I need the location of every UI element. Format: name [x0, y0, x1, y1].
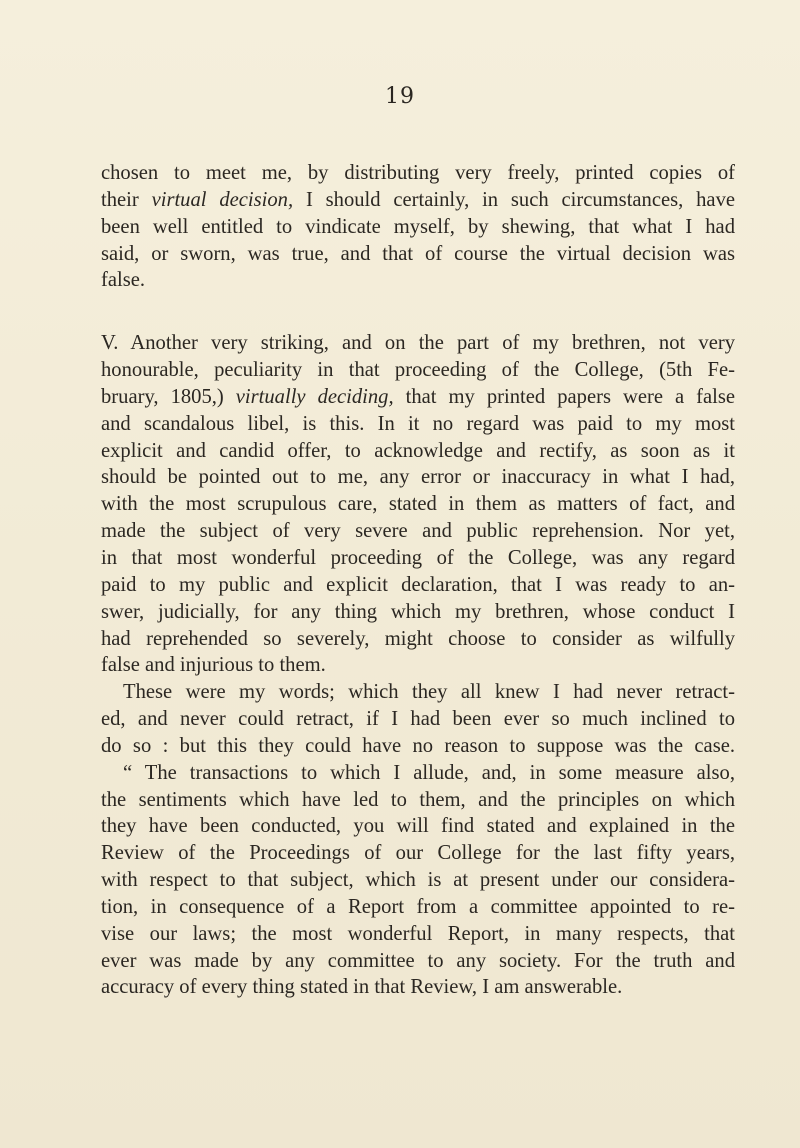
text-line: These were my words; which they all knew I had never retract- — [123, 681, 735, 704]
text-line — [101, 187, 735, 214]
text-segment: their — [101, 188, 152, 211]
italic-phrase: virtual decision, — [151, 188, 294, 211]
body-text — [101, 160, 735, 1001]
text-line — [101, 384, 735, 411]
text-line: the sentiments which have led to them, and the principles on which — [101, 788, 735, 811]
text-line: with respect to that subject, which is at present under our considera- — [101, 869, 735, 892]
text-line: ever was made by any committee to any society. For the truth and — [101, 949, 735, 972]
text-segment: I should certainly, in such circumstances, have — [293, 188, 736, 211]
text-line: in that most wonderful proceeding of the College, was any regard — [101, 546, 735, 569]
text-line: honourable, peculiarity in that proceeding of the College, (5th Fe- — [101, 359, 735, 382]
text-line: said, or sworn, was true, and that of course the virtual decision was — [101, 242, 735, 265]
text-line: ed, and never could retract, if I had been ever so much inclined to — [101, 708, 735, 731]
text-line: and scandalous libel, is this. In it no regard was paid to my most — [101, 412, 735, 435]
text-line: accuracy of every thing stated in that Review, I am answerable. — [101, 976, 623, 999]
text-line: paid to my public and explicit declaration, that I was ready to an- — [101, 573, 735, 596]
text-line: chosen to meet me, by distributing very freely, printed copies of — [101, 162, 735, 184]
text-line: vise our laws; the most wonderful Report, in many respects, that — [101, 922, 735, 945]
text-line: made the subject of very severe and public reprehension. Nor yet, — [101, 520, 735, 543]
text-line: tion, in consequence of a Report from a committee appointed to re- — [101, 895, 735, 918]
text-segment: that my printed papers were a false — [393, 385, 736, 408]
text-line: they have been conducted, you will find stated and explained in the — [101, 815, 735, 838]
text-line: swer, judicially, for any thing which my brethren, whose conduct I — [101, 600, 735, 623]
text-line: false and injurious to them. — [101, 654, 326, 677]
text-line: V. Another very striking, and on the part of my brethren, not very — [101, 332, 735, 355]
italic-phrase: virtually deciding, — [235, 385, 394, 408]
text-line: explicit and candid offer, to acknowledge and rectify, as soon as it — [101, 439, 735, 462]
text-line: do so : but this they could have no reason to suppose was the case. — [101, 734, 735, 757]
text-line: “ The transactions to which I allude, and, in some measure also, — [123, 761, 735, 784]
page-number: 19 — [385, 84, 415, 109]
text-line: should be pointed out to me, any error or inaccuracy in what I had, — [101, 466, 735, 489]
text-line: Review of the Proceedings of our College for the last fifty years, — [101, 842, 735, 865]
text-line: been well entitled to vindicate myself, by shewing, that what I had — [101, 215, 735, 238]
text-line: false. — [101, 269, 146, 292]
text-line: with the most scrupulous care, stated in them as matters of fact, and — [101, 493, 735, 516]
text-segment: bruary, 1805,) — [101, 385, 236, 408]
text-line: had reprehended so severely, might choose to consider as wilfully — [101, 627, 735, 650]
